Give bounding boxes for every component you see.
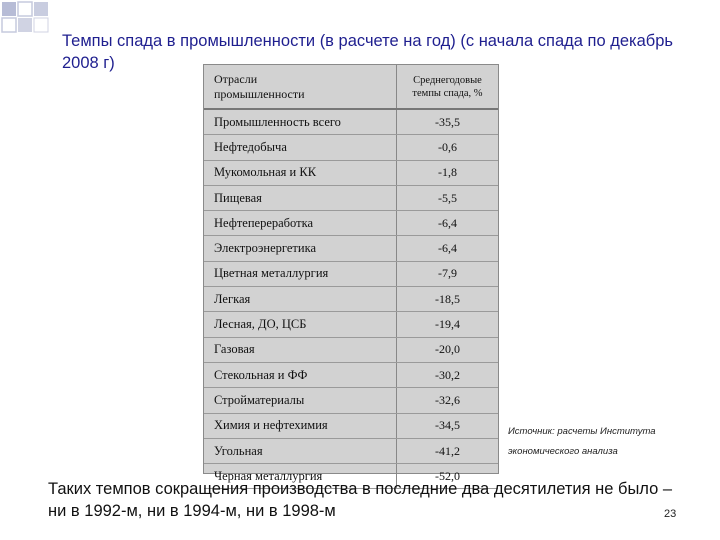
rate-cell: -0,6 <box>397 135 499 160</box>
industry-cell: Угольная <box>204 438 397 463</box>
header-industry-line2: промышленности <box>214 86 305 101</box>
table-row <box>204 362 498 387</box>
rate-cell: -52,0 <box>397 464 499 489</box>
header-rate-line1: Среднегодовые <box>413 74 482 86</box>
rate-cell: -30,2 <box>397 362 499 387</box>
rate-cell: -7,9 <box>397 261 499 286</box>
slide-title: Темпы спада в промышленности (в расчете на год) (с начала спада по декабрь 2008 г) <box>62 32 674 72</box>
industry-cell: Нефтепереработка <box>204 211 397 236</box>
industry-cell: Промышленность всего <box>204 109 397 135</box>
header-industry <box>204 65 397 109</box>
table-header-row <box>204 65 498 109</box>
header-industry-line1: Отрасли <box>214 71 258 86</box>
rate-cell: -6,4 <box>397 236 499 261</box>
rate-cell: -1,8 <box>397 160 499 185</box>
header-rate <box>397 65 499 109</box>
table-body <box>204 109 498 489</box>
industry-cell: Легкая <box>204 287 397 312</box>
table-row <box>204 337 498 362</box>
industry-cell: Химия и нефтехимия <box>204 413 397 438</box>
industry-cell: Нефтедобыча <box>204 135 397 160</box>
industry-cell: Черная металлургия <box>204 464 397 489</box>
table-row <box>204 160 498 185</box>
header-rate-line2: темпы спада, % <box>412 87 483 99</box>
source-note <box>508 422 708 462</box>
decorative-squares <box>0 0 60 40</box>
table-row <box>204 135 498 160</box>
rate-cell: -35,5 <box>397 109 499 135</box>
industry-cell: Цветная металлургия <box>204 261 397 286</box>
footer-text: Таких темпов сокращения производства в последние два десятилетия не было – ни в 1992-м, ни в 1994-м, ни в 1998-м <box>48 480 673 520</box>
table-row <box>204 236 498 261</box>
page-number: 23 <box>664 508 677 520</box>
industry-cell: Газовая <box>204 337 397 362</box>
rate-cell: -32,6 <box>397 388 499 413</box>
rate-cell: -34,5 <box>397 413 499 438</box>
industry-cell: Мукомольная и КК <box>204 160 397 185</box>
rate-cell: -41,2 <box>397 438 499 463</box>
industry-cell: Электроэнергетика <box>204 236 397 261</box>
industry-cell: Пищевая <box>204 185 397 210</box>
industry-cell: Стекольная и ФФ <box>204 362 397 387</box>
source-line1: Источник: расчеты Института <box>508 426 656 437</box>
rate-cell: -18,5 <box>397 287 499 312</box>
rate-cell: -6,4 <box>397 211 499 236</box>
table-row <box>204 185 498 210</box>
table-row <box>204 312 498 337</box>
table-row <box>204 109 498 135</box>
table-row <box>204 388 498 413</box>
rate-cell: -19,4 <box>397 312 499 337</box>
table-row <box>204 438 498 463</box>
table-row <box>204 287 498 312</box>
industry-cell: Стройматериалы <box>204 388 397 413</box>
table-row <box>204 261 498 286</box>
table-row <box>204 413 498 438</box>
table-row <box>204 211 498 236</box>
rate-cell: -20,0 <box>397 337 499 362</box>
rate-cell: -5,5 <box>397 185 499 210</box>
industry-cell: Лесная, ДО, ЦСБ <box>204 312 397 337</box>
data-table <box>203 64 499 483</box>
source-line2: экономического анализа <box>508 446 618 457</box>
